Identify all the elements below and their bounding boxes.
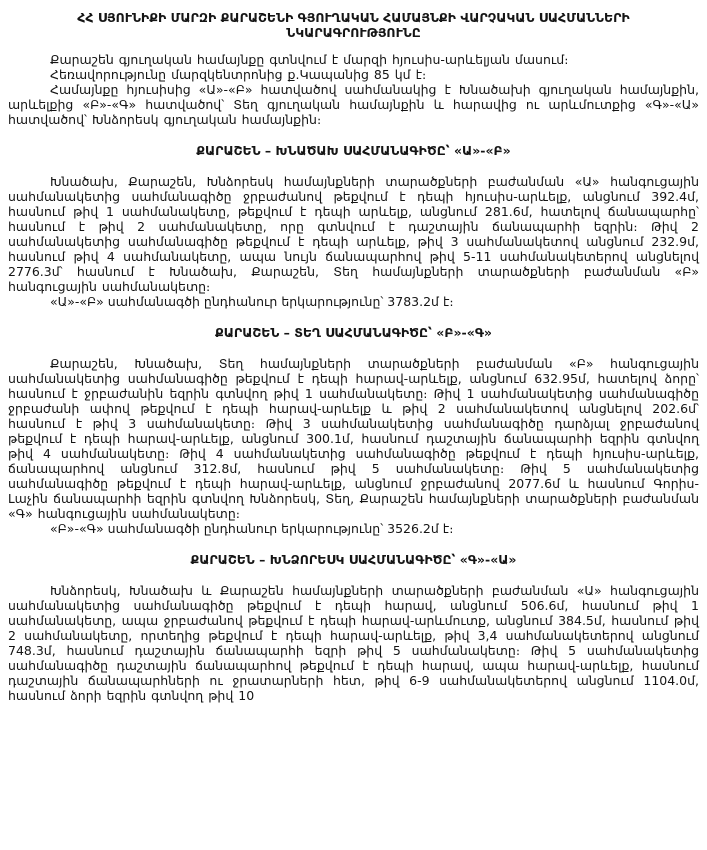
section-body-b-g: Քարաշեն, Խնածախ, Տեղ համայնքների տարածքների բաժանման «Բ» հանգուցային սահմանակետից սահմանագիծը թեքվում է դեպի հարավ-արևելք, անցնում 632.95մ, հատելով ձորը՝ հասնում է ջրբաժանին եզրին գտնվող թիվ 1 սահմանակետը։ Թիվ 1 սահմանակետից սահմանագիծը ջրբաժանի ափով թեքվում է դեպի հարավ-արևելք և թիվ 2 սահմանակետով անցնելով 202.6մ՝ հասնում է թիվ 3 սահմանակետը։ Թիվ 3 սահմանակետից սահմանագիծը դարձյալ ջրբաժանով թեքվում է դեպի հարավ-արևելք, անցնում 300.1մ, հասնում դաշտային ճանապարհի եզրին գտնվող թիվ 4 սահմանակետը։ Թիվ 4 սահմանակետից սահմանագիծը թեքվում է դեպի հյուսիս-արևելք, ճանապարհով անցնում 312.8մ, հասնում թիվ 5 սահմանակետը։ Թիվ 5 սահմանակետից սահմանագիծը թեքվում է դեպի հարավ-արևելք, անցնում ջրբաժանով 2077.6մ և հասնում Գորիս-Լաչին ճանապարհի եզրին գտնվող Խնձորեսկ, Տեղ, Քարաշեն համայնքների տարածքների բաժանման «Գ» հանգուցային սահմանակետը։ [8,356,699,521]
document-title-line1: ՀՀ ՍՅՈՒՆԻՔԻ ՄԱՐԶԻ ՔԱՐԱՇԵՆԻ ԳՅՈՒՂԱԿԱՆ ՀԱՄԱՅՆՔԻ ՎԱՐՉԱԿԱՆ ՍԱՀՄԱՆՆԵՐԻ [77,10,630,25]
section-heading-a-b: ՔԱՐԱՇԵՆ – ԽՆԱԾԱԽ ՍԱՀՄԱՆԱԳԻԾԸ՝ «Ա»-«Բ» [196,143,511,158]
intro-paragraph-1: Քարաշեն գյուղական համայնքը գտնվում է մարզի հյուսիս-արևելյան մասում։ [50,52,569,67]
intro-paragraph-3: Համայնքը հյուսիսից «Ա»-«Բ» հատվածով սահմանակից է Խնածախի գյուղական համայնքին, արևելքից «Բ»-«Գ» հատվածով՝ Տեղ գյուղական համայնքին և հարավից ու արևմուտքից «Գ»-«Ա» հատվածով՝ Խնձորեսկ գյուղական համայնքին։ [8,82,699,127]
section-heading-b-g: ՔԱՐԱՇԵՆ – ՏԵՂ ՍԱՀՄԱՆԱԳԻԾԸ՝ «Բ»-«Գ» [215,325,492,340]
section-body-g-a: Խնձորեսկ, Խնածախ և Քարաշեն համայնքների տարածքների բաժանման «Ա» հանգուցային սահմանակետից սահմանագիծը թեքվում է դեպի հարավ, անցնում 506.6մ, հասնում թիվ 1 սահմանակետը, ապա ջրբաժանով թեքվում է դեպի հարավ-արևմուտք, անցնում 384.5մ, հասնում թիվ 2 սահմանակետը, որտեղից թեքվում է դեպի հարավ-արևելք, թիվ 3,4 սահմանակետերով անցնում 748.3մ, հասնում դաշտային ճանապարհի եզրի թիվ 5 սահմանակետը։ Թիվ 5 սահմանակետից սահմանագիծը դաշտային ճանապարհով թեքվում է դեպի հարավ, ապա հարավ-արևելք, հասնում դաշտային ճանապարհների ու ջրատարների հետ, թիվ 6-9 սահմանակետերով անցնում 1104.0մ, հասնում ձորի եզրին գտնվող թիվ 10 [8,583,699,703]
document-title-line2: ՆԿԱՐԱԳՐՈՒԹՅՈՒՆԸ [286,25,421,40]
section-total-b-g: «Բ»-«Գ» սահմանագծի ընդհանուր երկարությունը՝ 3526.2մ է։ [50,521,454,536]
section-heading-g-a: ՔԱՐԱՇԵՆ – ԽՆՁՈՐԵՍԿ ՍԱՀՄԱՆԱԳԻԾԸ՝ «Գ»-«Ա» [190,552,517,567]
section-total-a-b: «Ա»-«Բ» սահմանագծի ընդհանուր երկարությունը՝ 3783.2մ է։ [50,294,454,309]
intro-paragraph-2: Հեռավորությունը մարզկենտրոնից ք.Կապանից 85 կմ է։ [50,67,427,82]
document-title [8,10,699,40]
section-body-a-b: Խնածախ, Քարաշեն, Խնձորեսկ համայնքների տարածքների բաժանման «Ա» հանգուցային սահմանակետից սահմանագիծը ջրբաժանով թեքվում է դեպի հյուսիս-արևելք, անցնում 392.4մ, հասնում թիվ 1 սահմանակետը, թեքվում է դեպի արևելք, անցնում 281.6մ, հատելով ճանապարհը՝ հասնում է թիվ 2 սահմանակետը, որը գտնվում է դաշտային ճանապարհի եզրին։ Թիվ 2 սահմանակետից սահմանագիծը թեքվում է դեպի արևելք, թիվ 3 սահմանակետով անցնում 232.9մ, հասնում թիվ 4 սահմանակետը, ապա նույն ճանապարհով թիվ 5-11 սահմանակետերով անցնելով 2776.3մ՝ հասնում է Խնածախ, Քարաշեն, Տեղ համայնքների տարածքների բաժանման «Բ» հանգուցային սահմանակետը։ [8,174,699,294]
